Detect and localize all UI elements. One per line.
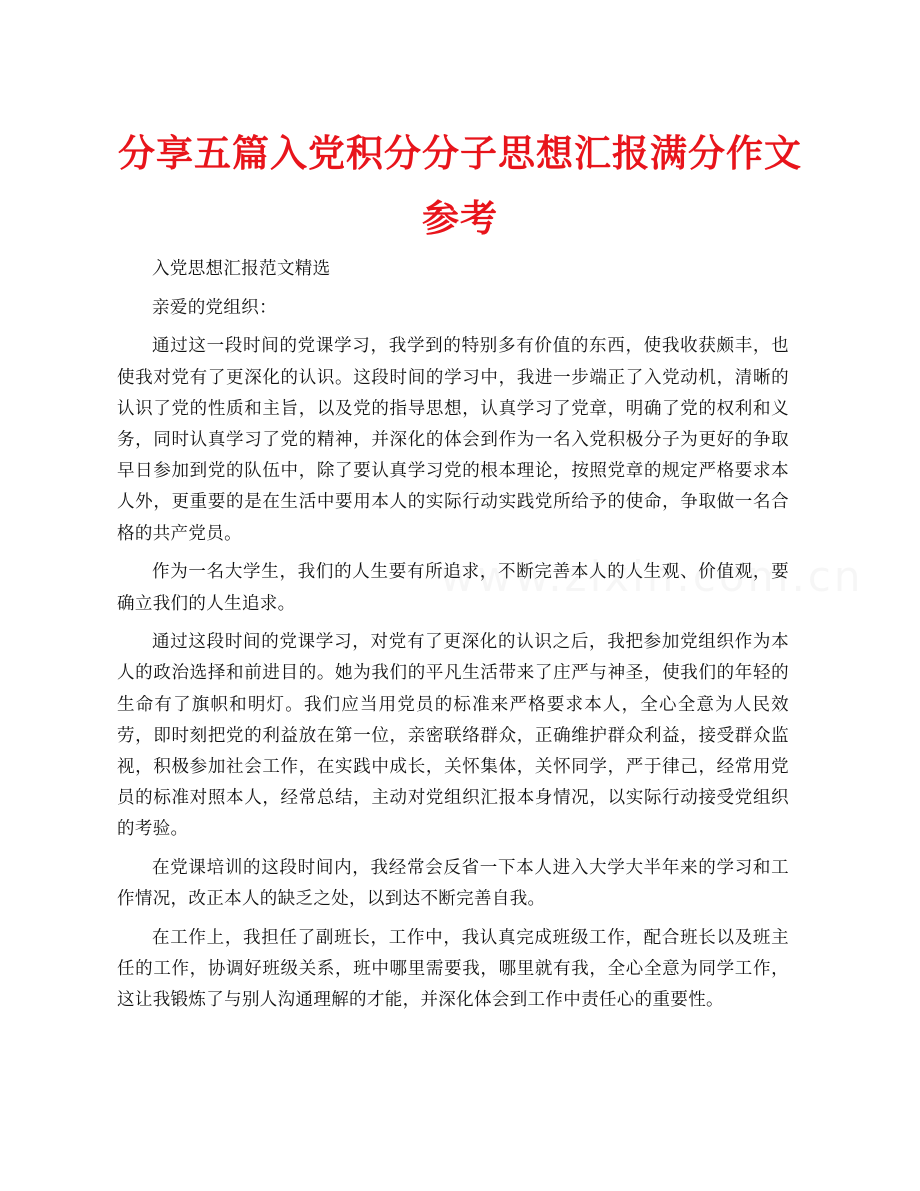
document-title-line-2: 参考 — [422, 197, 498, 240]
body-paragraph: 在党课培训的这段时间内，我经常会反省一下本人进入大学大半年来的学习和工作情况，改正本人的缺乏之处，以到达不断完善自我。 — [117, 858, 789, 910]
body-paragraph: 通过这段时间的党课学习，对党有了更深化的认识之后，我把参加党组织作为本人的政治选择和前进目的。她为我们的平凡生活带来了庄严与神圣，使我们的年轻的生命有了旗帜和明灯。我们应当用党员的标准来严格要求本人，全心全意为人民效劳，即时刻把党的利益放在第一位，亲密联络群众，正确维护群众利益，接受群众监视，积极参加社会工作，在实践中成长，关怀集体，关怀同学，严于律己，经常用党员的标准对照本人，经常总结，主动对党组织汇报本身情况，以实际行动接受党组织的考验。 — [117, 632, 789, 840]
body-paragraph: 通过这一段时间的党课学习，我学到的特别多有价值的东西，使我收获颇丰，也使我对党有了更深化的认识。这段时间的学习中，我进一步端正了入党动机，清晰的认识了党的性质和主旨，以及党的指导思想，认真学习了党章，明确了党的权利和义务，同时认真学习了党的精神，并深化的体会到作为一名入党积极分子为更好的争取早日参加到党的队伍中，除了要认真学习党的根本理论，按照党章的规定严格要求本人外，更重要的是在生活中要用本人的实际行动实践党所给予的使命，争取做一名合格的共产党员。 — [117, 336, 789, 544]
document-body — [117, 254, 789, 1024]
document-title-line-1: 分享五篇入党积分分子思想汇报满分作文 — [118, 132, 802, 175]
salutation-paragraph: 亲爱的党组织： — [152, 297, 277, 318]
body-paragraph: 作为一名大学生，我们的人生要有所追求，不断完善本人的人生观、价值观，要确立我们的人生追求。 — [117, 562, 789, 614]
subtitle-paragraph: 入党思想汇报范文精选 — [152, 259, 331, 279]
body-paragraph: 在工作上，我担任了副班长，工作中，我认真完成班级工作，配合班长以及班主任的工作，协调好班级关系，班中哪里需要我，哪里就有我，全心全意为同学工作，这让我锻炼了与别人沟通理解的才能，并深化体会到工作中责任心的重要性。 — [117, 928, 789, 1011]
